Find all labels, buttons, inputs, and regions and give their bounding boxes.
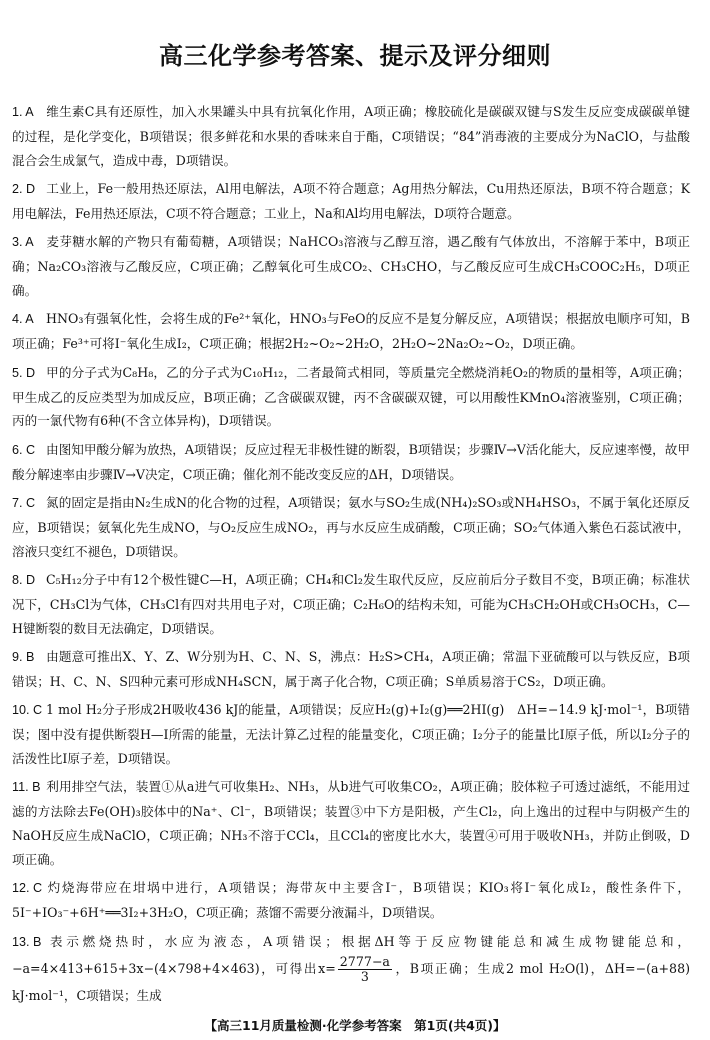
answer-item <box>12 438 690 487</box>
answer-number: 11. B <box>12 780 41 795</box>
answer-number: 9. B <box>12 650 35 665</box>
answer-number: 1. A <box>12 105 34 119</box>
answer-item <box>12 491 690 564</box>
answer-number: 5. D <box>12 365 36 380</box>
answer-number: 2. D <box>12 182 36 197</box>
answer-explanation: 1 mol H₂分子形成2H吸收436 kJ的能量，A项错误；反应H₂(g)+I₂(g)══2HI(g) ΔH=−14.9 kJ·mol⁻¹，B项错误；图中没有提供断裂H—I所需的能量，无法计算乙过程的能量变化，C项正确；I₂分子的能量比I原子低，所以I₂分子的活泼性比I原子差，D项错误。 <box>12 702 690 767</box>
answer-item <box>12 930 690 1008</box>
answer-number: 13. B <box>12 934 42 949</box>
answer-explanation: HNO₃有强氧化性，会将生成的Fe²⁺氧化，HNO₃与FeO的反应不是复分解反应，A项错误；根据放电顺序可知，B项正确；Fe³⁺可将I⁻氧化生成I₂，C项正确；根据2H₂~O₂~2H₂O，2H₂O~2Na₂O₂~O₂，D项正确。 <box>12 311 690 352</box>
answer-number: 7. C <box>12 495 36 510</box>
answer-item <box>12 775 690 872</box>
answer-item <box>12 568 690 641</box>
answer-explanation: 甲的分子式为C₈H₈，乙的分子式为C₁₀H₁₂，二者最简式相同，等质量完全燃烧消耗O₂的物质的量相等，A项正确；甲生成乙的反应类型为加成反应，B项正确；乙含碳碳双键，丙不含碳碳双键，可以用酸性KMnO₄溶液鉴别，C项正确；丙的一氯代物有6种(不含立体异构)，D项错误。 <box>12 364 690 429</box>
answer-number: 8. D <box>12 573 36 588</box>
answer-explanation: 由题意可推出X、Y、Z、W分别为H、C、N、S，沸点：H₂S>CH₄，A项正确；常温下亚硫酸可以与铁反应，B项错误；H、C、N、S四种元素可形成NH₄SCN，属于离子化合物，C项正确；S单质易溶于CS₂，D项正确。 <box>12 649 690 690</box>
page-title: 高三化学参考答案、提示及评分细则 <box>159 42 551 70</box>
answer-explanation: 由图知甲酸分解为放热，A项错误；反应过程无非极性键的断裂，B项错误；步骤Ⅳ→Ⅴ活化能大，反应速率慢，故甲酸分解速率由步骤Ⅳ→Ⅴ决定，C项正确；催化剂不能改变反应的ΔH，D项错误。 <box>12 441 690 482</box>
fraction <box>338 955 392 984</box>
answer-explanation: 灼烧海带应在坩埚中进行，A项错误；海带灰中主要含I⁻，B项错误；KIO₃将I⁻氧化成I₂，酸性条件下，5I⁻+IO₃⁻+6H⁺══3I₂+3H₂O，C项正确；蒸馏不需要分液漏斗，D项错误。 <box>12 880 690 921</box>
answer-item <box>12 177 690 226</box>
answer-item <box>12 307 690 356</box>
fraction-denominator: 3 <box>360 968 369 984</box>
answer-number: 10. C <box>12 703 43 718</box>
answer-number: 6. C <box>12 442 36 457</box>
answer-item <box>12 645 690 694</box>
answer-explanation: C₅H₁₂分子中有12个极性键C—H，A项正确；CH₄和Cl₂发生取代反应，反应前后分子数目不变，B项正确；标准状况下，CH₃Cl为气体，CH₃Cl有四对共用电子对，C项正确；C₂H₆O的结构未知，可能为CH₃CH₂OH或CH₃OCH₃，C—H键断裂的数目无法确定，D项错误。 <box>12 572 690 636</box>
answer-number: 4. A <box>12 312 34 327</box>
page-footer: 【高三11月质量检测·化学参考答案 第1页(共4页)】 <box>204 1018 506 1033</box>
answer-explanation: 工业上，Fe一般用热还原法，Al用电解法，A项不符合题意；Ag用热分解法，Cu用热还原法，B项不符合题意；K用电解法，Fe用热还原法，C项不符合题意；工业上，Na和Al均用电解法，D项符合题意。 <box>12 181 690 222</box>
answer-explanation-part1: 表示燃烧热时，水应为液态，A项错误；根据ΔH等于反应物键能总和减生成物键能总和，−a=4×413+615+3x−(4×798+4×463)，可得出x= <box>12 933 690 976</box>
fraction-numerator: 2777−a <box>339 953 390 969</box>
answer-number: 3. A <box>12 235 34 250</box>
answer-item <box>12 230 690 303</box>
answer-item <box>12 698 690 771</box>
answer-explanation-part2: ，B项正确；生成2 mol H₂O(l)，ΔH=−(a+88) kJ·mol⁻¹，C项错误；生成 <box>12 960 690 1003</box>
answer-item <box>12 100 690 173</box>
answer-explanation: 利用排空气法，装置①从a进气可收集H₂、NH₃，从b进气可收集CO₂，A项正确；胶体粒子可透过滤纸，不能用过滤的方法除去Fe(OH)₃胶体中的Na⁺、Cl⁻，B项错误；装置③中下方是阳极，产生Cl₂，向上逸出的过程中与阴极产生的NaOH反应生成NaClO，C项正确；NH₃不溶于CCl₄，且CCl₄的密度比水大，装置④可用于吸收NH₃，并防止倒吸，D项正确。 <box>12 779 690 868</box>
answer-explanation: 维生素C具有还原性，加入水果罐头中具有抗氧化作用，A项正确；橡胶硫化是碳碳双键与S发生反应变成碳碳单键的过程，是化学变化，B项错误；很多鲜花和水果的香味来自于酯，C项错误；“84”消毒液的主要成分为NaClO，与盐酸混合会生成氯气，造成中毒，D项错误。 <box>12 104 690 168</box>
answer-item <box>12 361 690 434</box>
answer-number: 12. C <box>12 881 43 896</box>
answer-explanation: 麦芽糖水解的产物只有葡萄糖，A项错误；NaHCO₃溶液与乙醇互溶，遇乙酸有气体放出，不溶解于苯中，B项正确；Na₂CO₃溶液与乙酸反应，C项正确；乙醇氧化可生成CO₂、CH₃CHO，与乙酸反应可生成CH₃COOC₂H₅，D项正确。 <box>12 234 690 299</box>
answer-explanation: 氮的固定是指由N₂生成N的化合物的过程，A项错误；氨水与SO₂生成(NH₄)₂SO₃或NH₄HSO₃，不属于氧化还原反应，B项错误；氨氧化先生成NO，与O₂反应生成NO₂，再与水反应生成硝酸，C项正确；SO₂气体通入紫色石蕊试液中，溶液只变红不褪色，D项错误。 <box>12 494 690 559</box>
answer-item <box>12 876 690 925</box>
answer-list <box>12 100 690 1012</box>
